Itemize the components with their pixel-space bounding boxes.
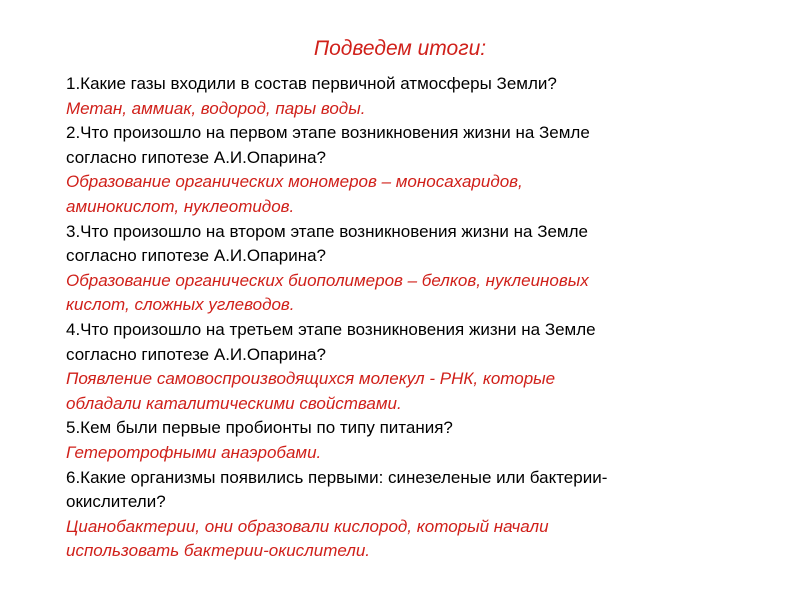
question-5-line-1: 5.Кем были первые пробионты по типу питания?: [66, 418, 453, 438]
slide-title: Подведем итоги:: [313, 37, 487, 60]
question-3-line-2: согласно гипотезе А.И.Опарина?: [66, 246, 326, 266]
question-4-line-1: 4.Что произошло на третьем этапе возникновения жизни на Земле: [66, 319, 596, 339]
answer-4-line-2: обладали каталитическими свойствами.: [66, 393, 402, 413]
answer-2-line-1: Образование органических мономеров – моносахаридов,: [66, 172, 523, 192]
answer-5-line-1: Гетеротрофными анаэробами.: [66, 442, 322, 462]
question-2-line-2: согласно гипотезе А.И.Опарина?: [66, 147, 326, 167]
question-4-line-2: согласно гипотезе А.И.Опарина?: [66, 344, 326, 364]
question-3-line-1: 3.Что произошло на втором этапе возникновения жизни на Земле: [66, 221, 588, 241]
summary-content: [66, 72, 766, 564]
answer-6-line-1: Цианобактерии, они образовали кислород, который начали: [66, 516, 549, 536]
question-6-line-1: 6.Какие организмы появились первыми: синезеленые или бактерии-: [66, 467, 608, 487]
answer-1-line-1: Метан, аммиак, водород, пары воды.: [66, 98, 366, 118]
answer-3-line-1: Образование органических биополимеров – белков, нуклеиновых: [66, 270, 589, 290]
answer-2-line-2: аминокислот, нуклеотидов.: [66, 196, 295, 216]
question-1-line-1: 1.Какие газы входили в состав первичной атмосферы Земли?: [66, 74, 557, 93]
answer-6-line-2: использовать бактерии-окислители.: [66, 541, 371, 561]
answer-3-line-2: кислот, сложных углеводов.: [66, 295, 295, 315]
answer-4-line-1: Появление самовоспроизводящихся молекул - РНК, которые: [66, 369, 556, 389]
question-6-line-2: окислители?: [66, 492, 166, 512]
question-2-line-1: 2.Что произошло на первом этапе возникновения жизни на Земле: [66, 123, 590, 143]
